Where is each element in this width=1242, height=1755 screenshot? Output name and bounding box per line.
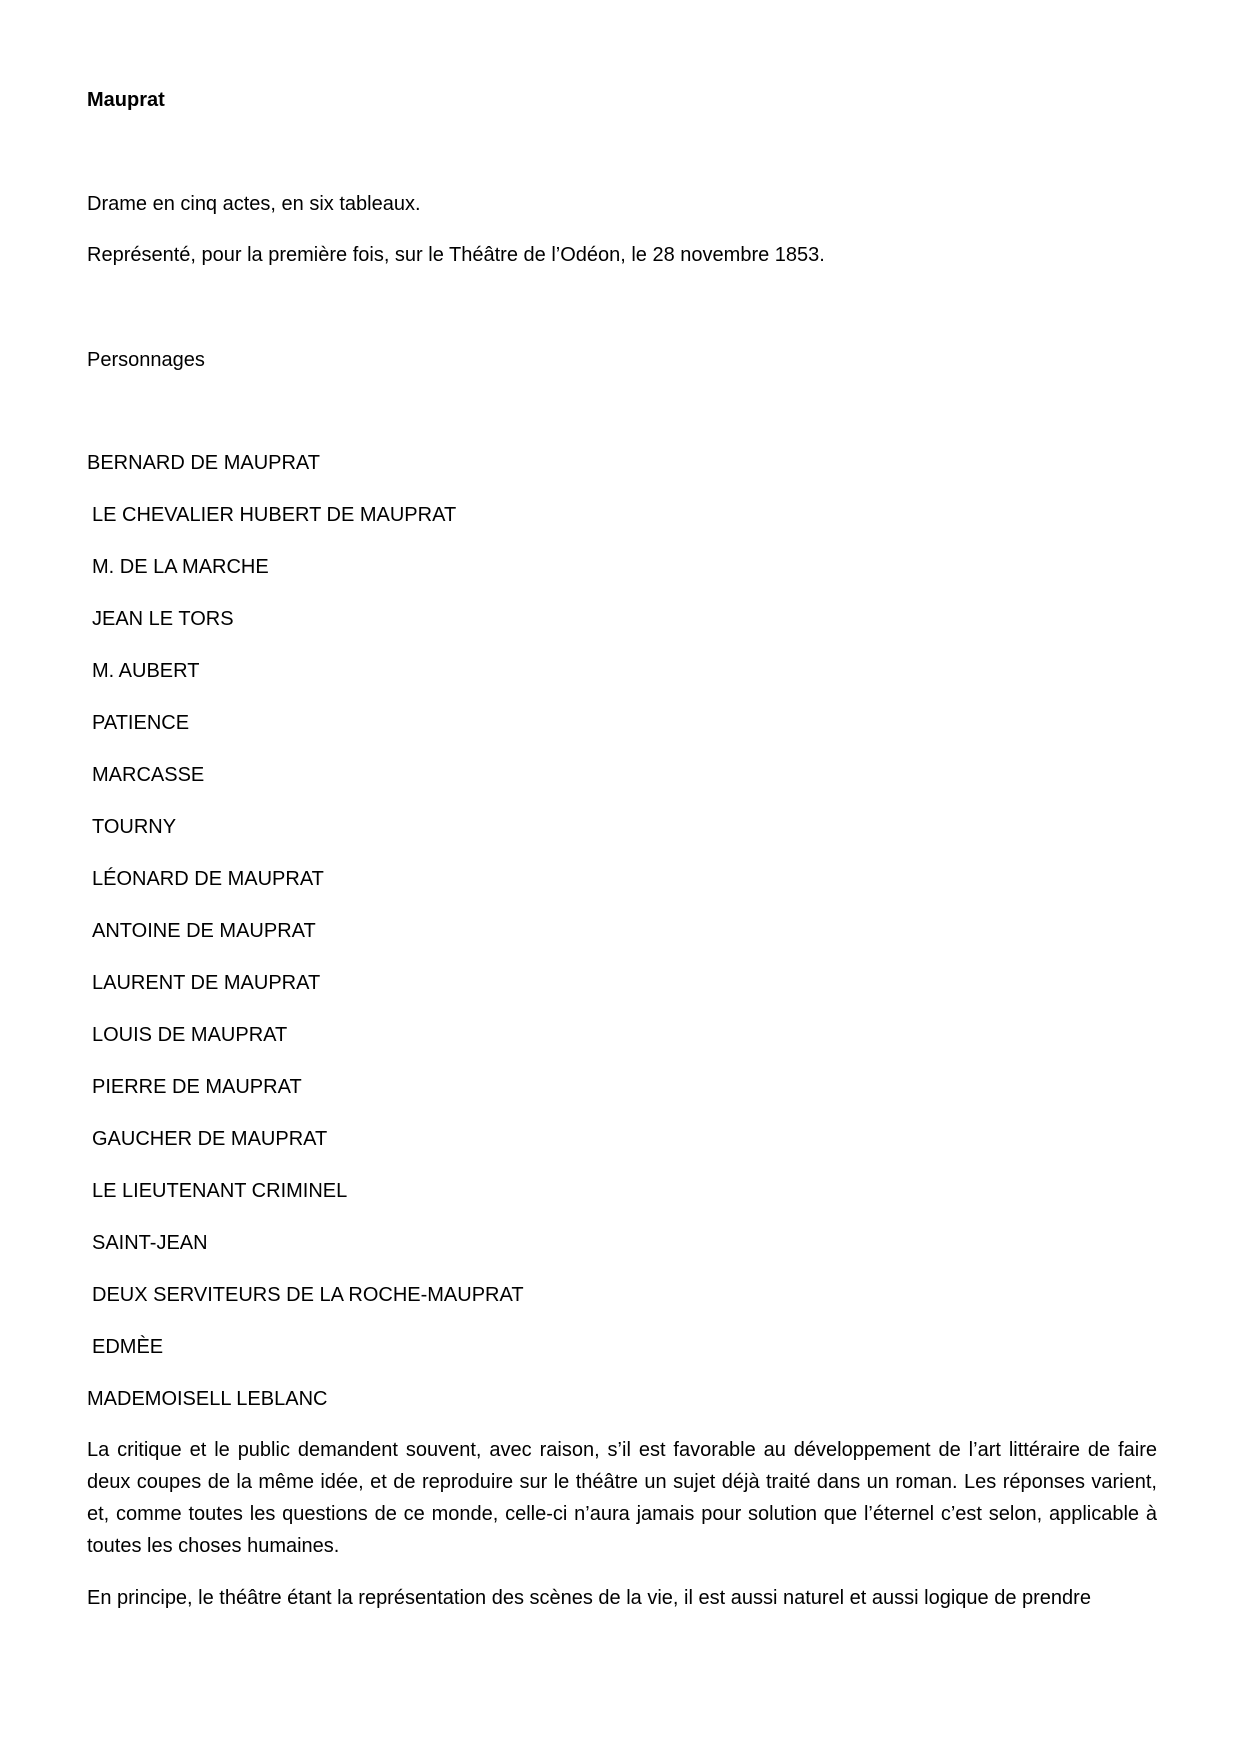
premiere-note: Représenté, pour la première fois, sur le Théâtre de l’Odéon, le 28 novembre 1853. [87, 244, 825, 266]
character-item: JEAN LE TORS [92, 608, 234, 630]
character-item: LÉONARD DE MAUPRAT [92, 868, 324, 890]
character-item: LAURENT DE MAUPRAT [92, 972, 321, 994]
character-item: M. AUBERT [92, 660, 200, 682]
subtitle: Drame en cinq actes, en six tableaux. [87, 193, 421, 215]
character-item: TOURNY [92, 816, 177, 838]
character-item: LE LIEUTENANT CRIMINEL [92, 1180, 348, 1202]
character-item: SAINT-JEAN [92, 1232, 208, 1254]
character-item: PIERRE DE MAUPRAT [92, 1076, 302, 1098]
character-item: BERNARD DE MAUPRAT [87, 452, 320, 474]
character-item: MADEMOISELL LEBLANC [87, 1388, 328, 1410]
character-item: LOUIS DE MAUPRAT [92, 1024, 288, 1046]
character-item: LE CHEVALIER HUBERT DE MAUPRAT [92, 504, 457, 526]
cast-heading: Personnages [87, 349, 205, 371]
body-paragraph: En principe, le théâtre étant la représentation des scènes de la vie, il est aussi naturel et aussi logique de prendre [87, 1587, 1091, 1609]
character-item: GAUCHER DE MAUPRAT [92, 1128, 328, 1150]
character-item: MARCASSE [92, 764, 205, 786]
character-item: ANTOINE DE MAUPRAT [92, 920, 316, 942]
character-item: M. DE LA MARCHE [92, 556, 269, 578]
document-title: Mauprat [87, 89, 165, 111]
body-paragraph: La critique et le public demandent souvent, avec raison, s’il est favorable au développement de l’art littéraire de faire deux coupes de la même idée, et de reproduire sur le théâtre un sujet déjà traité dans un roman. Les réponses varient, et, comme toutes les questions de ce monde, celle-ci n’aura jamais pour solution que l’éternel c’est selon, applicable à toutes les choses humaines. [87, 1439, 1157, 1557]
character-item: PATIENCE [92, 712, 190, 734]
character-item: DEUX SERVITEURS DE LA ROCHE-MAUPRAT [92, 1284, 524, 1306]
character-item: EDMÈE [92, 1336, 164, 1358]
